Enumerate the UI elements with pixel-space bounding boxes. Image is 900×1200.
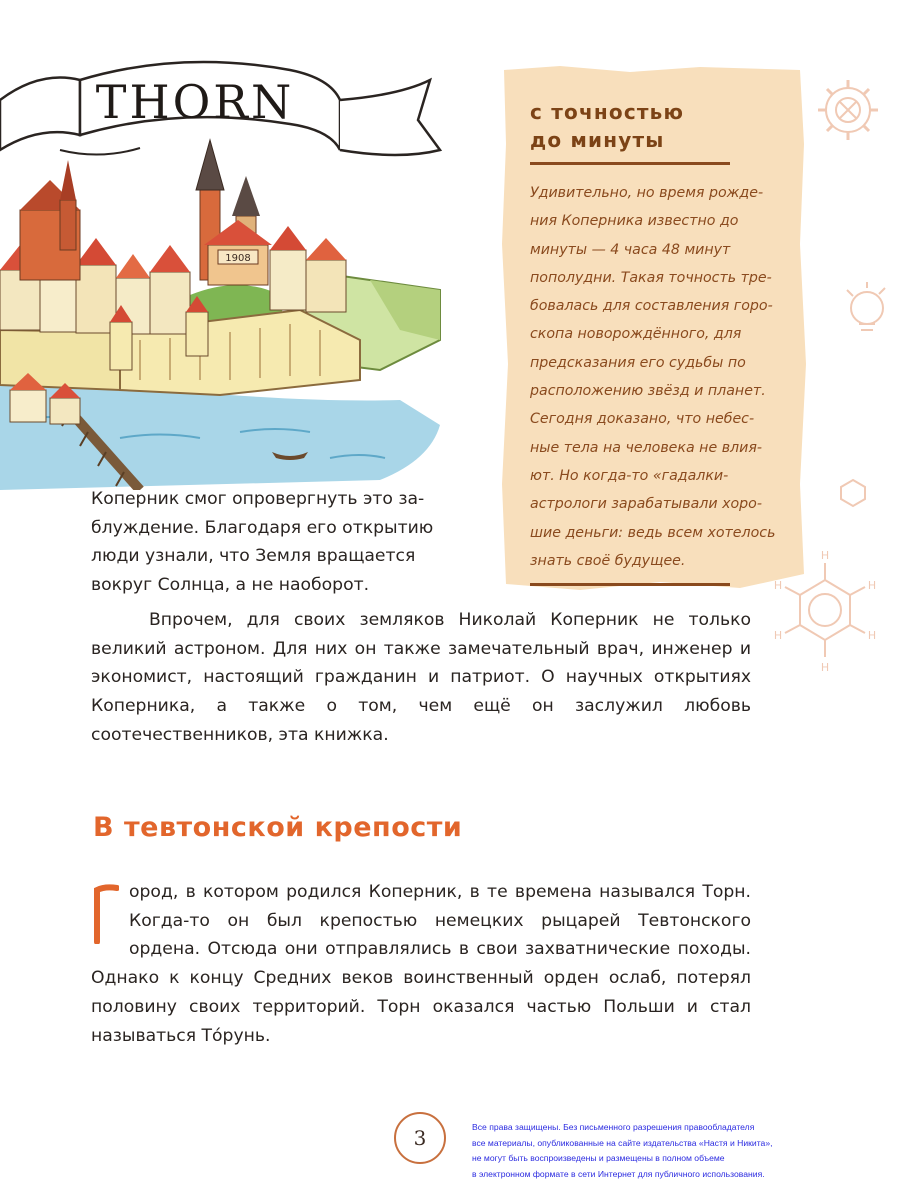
- sidebar-line: минуты — 4 часа 48 минут: [530, 241, 731, 258]
- sidebar-text: [530, 179, 788, 575]
- paragraph-1: [91, 485, 483, 600]
- sidebar-line: бовалась для составления горо-: [530, 298, 773, 315]
- sidebar-title-line: до минуты: [530, 128, 665, 152]
- section-heading: В тевтонской крепости: [93, 812, 463, 843]
- paragraph-3-text: ород, в котором родился Коперник, в те времена назывался Торн. Когда-то он был крепостью немецких рыцарей Тевтонского ордена. Отсюда они отправлялись в свои захватнические походы. Однако к концу Средних веков воинственный орден ослаб, потерял половину своих территорий. Торн оказался частью Польши и стал называться То́рунь.: [91, 882, 751, 1046]
- paragraph-1-line: вокруг Солнца, а не наоборот.: [91, 575, 370, 596]
- sidebar-line: ют. Но когда-то «гадалки-: [530, 467, 729, 484]
- thorn-banner: [0, 62, 440, 155]
- copyright-line: все материалы, опубликованные на сайте издательства «Настя и Никита»,: [472, 1137, 773, 1148]
- page-number: 3: [394, 1112, 446, 1164]
- hexagon-icon: [838, 478, 868, 508]
- sidebar-line: астрологи зарабатывали хоро-: [530, 496, 762, 513]
- molecule-label: H: [867, 579, 877, 592]
- sidebar-line: ные тела на человека не влия-: [530, 439, 763, 456]
- sidebar-line: предсказания его судьбы по: [530, 354, 746, 371]
- paragraph-1-line: Коперник смог опровергнуть это за-: [91, 489, 425, 509]
- molecule-label: H: [867, 629, 877, 642]
- copyright-notice: [472, 1120, 892, 1182]
- sidebar-divider: [530, 162, 730, 165]
- sidebar-box: [500, 64, 808, 594]
- sidebar-divider-bottom: [530, 583, 730, 586]
- sidebar-title: [530, 98, 788, 154]
- castle-date: 1908: [225, 253, 251, 264]
- cathedral: [20, 160, 80, 280]
- dropcap-letter: [91, 884, 119, 944]
- banner-title: THORN: [95, 75, 295, 129]
- molecule-label: H: [773, 629, 783, 642]
- sidebar-line: пополудни. Такая точность тре-: [530, 269, 772, 286]
- sidebar-line: знать своё будущее.: [530, 552, 686, 569]
- copyright-line: Все права защищены. Без письменного разрешения правообладателя: [472, 1122, 755, 1132]
- thorn-city-illustration: [0, 40, 500, 490]
- city-wall-left: [0, 330, 120, 390]
- molecule-label: H: [773, 579, 783, 592]
- gear-icon: [808, 70, 888, 150]
- sidebar-line: расположению звёзд и планет.: [530, 383, 766, 400]
- copyright-line: в электронном формате в сети Интернет для публичного использования.: [472, 1168, 765, 1179]
- sidebar-line: Удивительно, но время рожде-: [530, 185, 764, 201]
- sidebar-title-line: с точностью: [530, 100, 685, 124]
- molecule-label: H: [820, 549, 830, 562]
- benzene-molecule-icon: [770, 545, 890, 685]
- sidebar-line: ния Коперника известно до: [530, 213, 739, 230]
- paragraph-2: Впрочем, для своих земляков Николай Коперник не только великий астроном. Для них он также замечательный врач, инженер и экономист, настоящий гражданин и патриот. О научных открытиях Коперника, а также о том, чем ещё он заслужил любовь соотечественников, эта книжка.: [91, 610, 751, 745]
- sidebar-line: шие деньги: ведь всем хотелось: [530, 524, 776, 541]
- paragraph-1-line: люди узнали, что Земля вращается: [91, 546, 416, 567]
- copyright-line: не могут быть воспроизведены и размещены в полном объеме: [472, 1153, 725, 1163]
- sidebar-line: скопа новорождённого, для: [530, 326, 742, 343]
- lightbulb-icon: [845, 280, 895, 350]
- paragraph-3: [91, 878, 751, 1050]
- sidebar-line: Сегодня доказано, что небес-: [530, 411, 755, 428]
- paragraph-1-line: блуждение. Благодаря его открытию: [91, 517, 434, 538]
- sidebar-content: [530, 98, 788, 600]
- molecule-label: H: [820, 661, 830, 674]
